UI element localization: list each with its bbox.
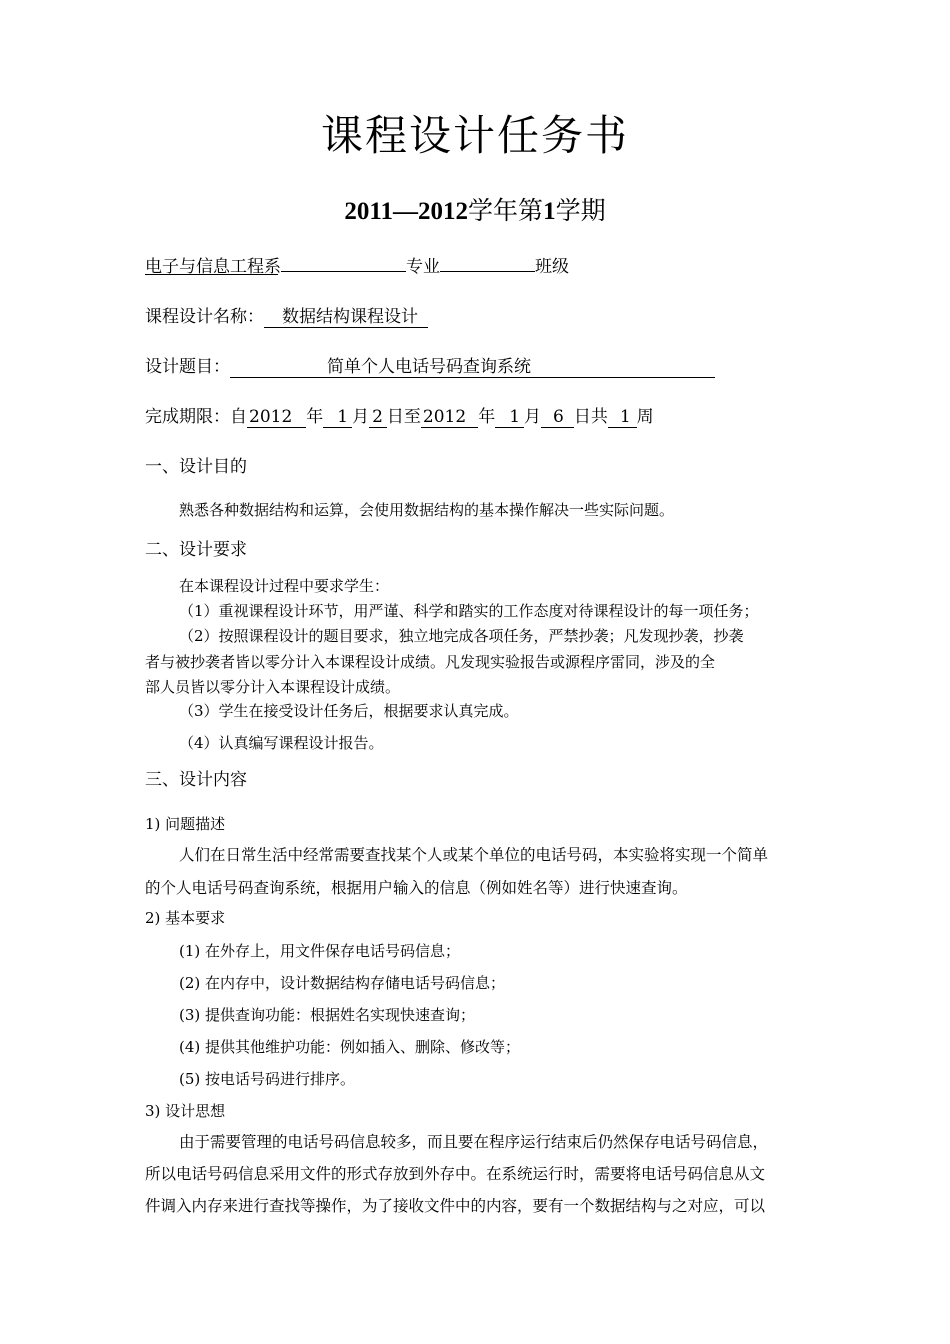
term-year-suffix: 学年第 <box>468 196 544 225</box>
month-unit-1: 月 <box>352 407 370 427</box>
section-1-text: 熟悉各种数据结构和运算，会使用数据结构的基本操作解决一些实际问题。 <box>179 501 675 519</box>
month-unit-2: 月 <box>524 407 542 427</box>
basic-requirement-4: (4) 提供其他维护功能：例如插入、删除、修改等； <box>179 1038 521 1056</box>
design-idea-line-3: 件调入内存来进行查找等操作，为了接收文件中的内容，要有一个数据结构与之对应，可以 <box>145 1197 766 1215</box>
end-day: 6 <box>541 407 574 428</box>
course-name-label: 课程设计名称： <box>145 307 264 327</box>
requirement-4: （4）认真编写课程设计报告。 <box>179 734 384 752</box>
academic-term <box>0 191 950 227</box>
weeks-count: 1 <box>608 407 637 428</box>
start-day: 2 <box>369 407 387 428</box>
section-1-heading: 一、设计目的 <box>145 457 247 477</box>
term-years: 2011—2012 <box>344 198 469 225</box>
problem-description-line-1: 人们在日常生活中经常需要查找某个人或某个单位的电话号码，本实验将实现一个简单 <box>179 846 769 864</box>
design-idea-heading: 3) 设计思想 <box>145 1102 226 1120</box>
day-unit-2: 日共 <box>573 407 608 427</box>
deadline-line <box>145 402 654 428</box>
year-unit-1: 年 <box>306 407 324 427</box>
week-unit: 周 <box>636 407 654 427</box>
design-topic-label: 设计题目： <box>145 357 230 377</box>
requirement-2-line-1: （2）按照课程设计的题目要求，独立地完成各项任务，严禁抄袭；凡发现抄袭，抄袭 <box>179 627 744 645</box>
major-label: 专业 <box>406 257 440 277</box>
requirement-3: （3）学生在接受设计任务后，根据要求认真完成。 <box>179 702 519 720</box>
document-title: 课程设计任务书 <box>320 111 629 160</box>
class-label: 班级 <box>535 257 569 277</box>
requirement-1: （1）重视课程设计环节，用严谨、科学和踏实的工作态度对待课程设计的每一项任务； <box>179 602 759 620</box>
design-idea-line-1: 由于需要管理的电话号码信息较多，而且要在程序运行结束后仍然保存电话号码信息， <box>179 1133 769 1151</box>
section-2-intro: 在本课程设计过程中要求学生： <box>179 577 390 595</box>
start-year: 2012 <box>247 407 306 428</box>
basic-requirements-heading: 2) 基本要求 <box>145 909 226 927</box>
design-topic-line <box>145 352 715 378</box>
basic-requirement-3: (3) 提供查询功能：根据姓名实现快速查询； <box>179 1006 476 1024</box>
requirement-2-line-3: 部人员皆以零分计入本课程设计成绩。 <box>145 678 401 696</box>
department-name: 电子与信息工程系 <box>145 257 281 277</box>
section-3-heading: 三、设计内容 <box>145 770 247 790</box>
start-month: 1 <box>323 407 352 428</box>
end-month: 1 <box>495 407 524 428</box>
problem-description-line-2: 的个人电话号码查询系统，根据用户输入的信息（例如姓名等）进行快速查询。 <box>145 879 688 897</box>
basic-requirement-2: (2) 在内存中，设计数据结构存储电话号码信息； <box>179 974 506 992</box>
basic-requirement-5: (5) 按电话号码进行排序。 <box>179 1070 356 1088</box>
end-year: 2012 <box>421 407 478 428</box>
design-topic-value: 简单个人电话号码查询系统 <box>230 352 715 378</box>
design-idea-line-2: 所以电话号码信息采用文件的形式存放到外存中。在系统运行时，需要将电话号码信息从文 <box>145 1165 766 1183</box>
course-name-line <box>145 302 428 328</box>
term-number: 1 <box>543 198 556 225</box>
day-unit-1: 日至 <box>386 407 421 427</box>
section-2-heading: 二、设计要求 <box>145 540 247 560</box>
problem-description-heading: 1) 问题描述 <box>145 815 226 833</box>
deadline-label: 完成期限：自 <box>145 407 247 427</box>
year-unit-2: 年 <box>478 407 496 427</box>
basic-requirement-1: (1) 在外存上，用文件保存电话号码信息； <box>179 942 461 960</box>
course-name-value: 数据结构课程设计 <box>264 302 428 328</box>
requirement-2-line-2: 者与被抄袭者皆以零分计入本课程设计成绩。凡发现实验报告或源程序雷同，涉及的全 <box>145 653 716 671</box>
term-suffix: 学期 <box>555 196 606 225</box>
